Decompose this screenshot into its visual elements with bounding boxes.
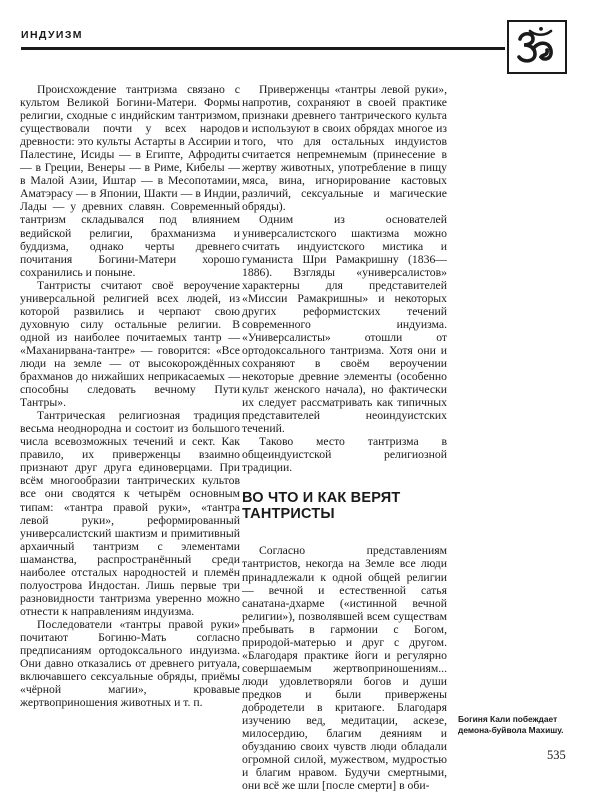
paragraph-origin: Происхождение тантризма связано с культом Великой Богини-Матери. Формы религии, сходные с индийским тантризмом, существовали почти у всех народов древности: это культы Астарты в Ассирии и Палестине, Исиды — в Египте, Афродиты — в Греции, Венеры — в Риме, Кибелы — в Малой Азии, Иштар — в Месопотамии, Аматэрасу — в Японии, Шакти — в Индии, Лады — у древних славян. Современный тантризм складывался под влиянием ведийской религии, брахманизма и буддизма, однако черты древнего почитания Богини-Матери хорошо сохранились и поныне.: [20, 83, 240, 279]
right-column: [242, 83, 447, 792]
page-number: 535: [547, 748, 566, 762]
paragraph-universalist-shaktism: Одним из основателей универсалистского шактизма можно считать индуистского мистика и гуманиста Шри Рамакришну (1836—1886). Взгляды «универсалистов» характерны для представителей «Миссии Рамакришны» и некоторых других реформистских течений современного индуизма. «Универсалисты» отошли от ортодоксального тантризма. Хотя они и сохраняют в своём вероучении некоторые древние элементы (особенно культ женского начала), но фактически их следует рассматривать как типичных представителей неоиндуистских течений.: [242, 213, 447, 436]
section-heading-line-1: ВО ЧТО И КАК ВЕРЯТ: [242, 490, 401, 507]
om-icon: [507, 20, 567, 74]
paragraph-tradition-types: Тантрическая религиозная традиция весьма неоднородна и состоит из большого числа всевозможных течений и сект. Как правило, их приверженцы взаимно признают друг друга единоверцами. При всём многообразии тантрических культов все они сводятся к четырём основным типам: «тантра правой руки», «тантра левой руки», реформированный универсалистский шактизм и примитивный архаичный тантризм с элементами шаманства, распространённый среди наиболее отсталых народностей и племён полуострова Индостан. Лишь первые три разновидности тантризма уверенно можно отнести к направлениям индуизма.: [20, 409, 240, 618]
section-heading-line-2: ТАНТРИСТЫ: [242, 506, 335, 523]
om-symbol-icon: [514, 27, 560, 67]
image-caption: Богиня Кали побеждает демона-буйвола Махишу.: [458, 714, 564, 735]
header-rule: [21, 47, 505, 50]
paragraph-place-of-tantrism: Таково место тантризма в общеиндуистской религиозной традиции.: [242, 435, 447, 475]
running-header: ИНДУИЗМ: [21, 29, 83, 41]
paragraph-universal-religion: Тантристы считают своё вероучение универсальной религией всех людей, из которой развились и черпают свою духовную силу остальные религии. В одной из наиболее почитаемых тантр — «Маханирвана-тантре» — говорится: «Все люди на земле — от высокорождённых брахманов до нижайших неприкасаемых — способны следовать вечному Пути Тантры».: [20, 278, 240, 410]
section-heading: [242, 490, 447, 522]
left-column: [20, 83, 240, 709]
paragraph-tantrist-beliefs: Согласно представлениям тантристов, некогда на Земле все люди принадлежали к одной общей религии — вечной и естественной сатья санатана-дхарме («истинной вечной религии»), позволявшей всем существам пребывать в гармонии с Богом, природой-матерью и друг с другом. «Благодаря практике йоги и регулярно совершаемым жертвоприношениям... люди удовлетворяли богов и души предков и были привержены добродетели в критаюге. Благодаря изучению вед, медитации, аскезе, милосердию, благим деяниям и обузданию своих чувств люди обладали огромной силой, мужеством, мудростью и благим нравом. Будучи смертными, они всё же шли [после смерти] в оби-: [242, 544, 447, 792]
paragraph-right-hand-tantra: Последователи «тантры правой руки» почитают Богиню-Мать согласно предписаниям ортодоксального индуизма. Они давно отказались от древнего ритуала, включавшего сексуальные обряды, приёмы «чёрной магии», кровавые жертвоприношения животных и т. п.: [20, 617, 240, 710]
paragraph-left-hand-tantra: Приверженцы «тантры левой руки», напротив, сохраняют в своей практике признаки древнего тантрического культа и используют в своих обрядах многое из того, что для остальных индуистов считается непремнемым (принесение в жертву животных, употребление в пищу мяса, вина, игнорирование кастовых различий, сексуальные и магические обряды).: [242, 83, 447, 214]
